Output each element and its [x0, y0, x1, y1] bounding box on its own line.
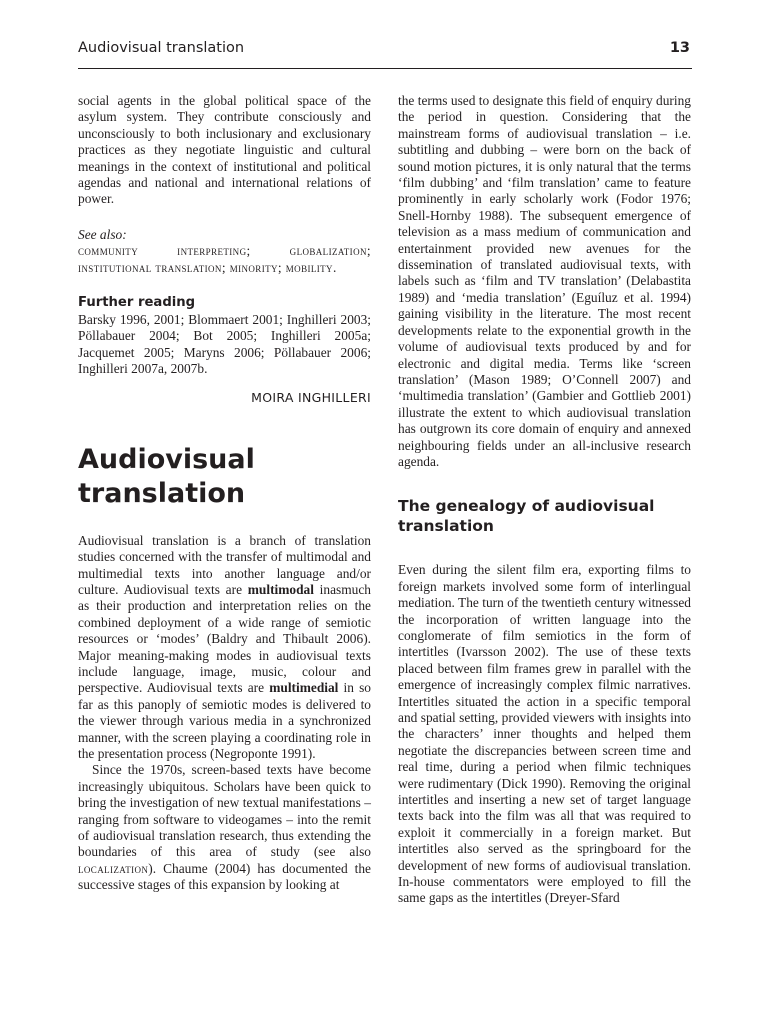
paragraph-terminology: the terms used to designate this field of enquiry during the period in question. Considering that the mainstream forms of audiovisual translation – i.e. subtitling and dubbing – were born on the back of sound motion pictures, it is only natural that the terms ‘film dubbing’ and ‘film translation’ came to feature prominently in early scholarly work (Fodor 1976; Snell-Hornby 1988). The subsequent emergence of television as a mass medium of communication and entertainment provided new avenues for the dissemination of translated audiovisual texts, with labels such as ‘film and TV translation’ (Delabastita 1989) and ‘media translation’ (Eguíluz et al. 1994) gaining visibility in the literature. The most recent developments relate to the exponential growth in the volume of audiovisual texts produced by and for electronic and digital media. Terms like ‘screen translation’ (Mason 1989; O’Connell 2007) and ‘multimedia translation’ (Gambier and Gottlieb 2001) illustrate the extent to which audiovisual translation has outgrown its core domain of enquiry and annexed neighbouring fields under an all-inclusive research agenda.: [398, 93, 691, 469]
paragraph-asylum-agents: social agents in the global political space of the asylum system. They contribute consciously and unconsciously to both inclusionary and exclusionary practices as they negotiate linguistic and cultural meanings in the context of institutional and political agendas and national and international relations of power.: [78, 93, 371, 207]
left-column: [78, 93, 371, 894]
paragraph-silent-film: Even during the silent film era, exporting films to foreign markets involved some form of interlingual mediation. The turn of the twentieth century witnessed the incorporation of written language into the conglomerate of film semiotics in the form of intertitles (Ivarsson 2002). The use of these texts placed between film frames grew in parallel with the emergence of increasingly complex filmic narratives. Intertitles situated the action in a specific temporal and spatial setting, provided viewers with insights into the characters’ inner thoughts and helped them negotiate the discrepancies between screen time and real time, during a period when filmic techniques were rudimentary (Dick 1990). Removing the original intertitles and inserting a new set of target language texts back into the film was all that was required to exploit it commercially in a foreign market. But intertitles also served as the springboard for the development of new forms of audiovisual translation. In-house commentators were employed to fill the same gaps as the intertitles (Dreyer-Sfard: [398, 562, 691, 906]
term-multimodal: multimodal: [247, 581, 314, 597]
paragraph-expansion: Since the 1970s, screen-based texts have become increasingly ubiquitous. Scholars have been quick to bring the investigation of new textual manifestations – ranging from software to videogames – into the remit of audiovisual translation research, thus extending the boundaries of this area of study (see also localization). Chaume (2004) has documented the successive stages of this expansion by looking at: [78, 762, 371, 893]
entry-title: Audiovisual translation: [78, 443, 255, 509]
further-reading-heading: Further reading: [78, 295, 196, 311]
see-also-label: See also:: [78, 226, 127, 242]
running-head: [78, 38, 692, 69]
section-heading-genealogy: The genealogy of audiovisual translation: [398, 497, 655, 536]
running-head-title: Audiovisual translation: [78, 40, 245, 56]
author-signature: MOIRA INGHILLERI: [251, 389, 371, 405]
term-multimedial: multimedial: [269, 680, 339, 696]
cross-reference-localization: localization: [78, 860, 149, 876]
page-number: 13: [669, 40, 690, 56]
right-column: [398, 93, 691, 907]
see-also-list: community interpreting; globalization; institutional translation; minority; mobility.: [78, 243, 371, 275]
paragraph-definition: Audiovisual translation is a branch of translation studies concerned with the transfer of multimodal and multimedial texts into another language and/or culture. Audiovisual texts are multimodal inasmuch as their production and interpretation relies on the combined deployment of a wide range of semiotic resources or ‘modes’ (Baldry and Thibault 2006). Major meaning-making modes in audiovisual texts include language, image, music, colour and perspective. Audiovisual texts are multimedial in so far as this panoply of semiotic modes is delivered to the viewer through various media in a synchronized manner, with the screen playing a coordinating role in the presentation process (Negroponte 1991).: [78, 532, 372, 761]
further-reading-list: Barsky 1996, 2001; Blommaert 2001; Inghilleri 2003; Pöllabauer 2004; Bot 2005; Inghilleri 2005a; Jacquemet 2005; Maryns 2006; Pöllabauer 2006; Inghilleri 2007a, 2007b.: [78, 312, 371, 377]
